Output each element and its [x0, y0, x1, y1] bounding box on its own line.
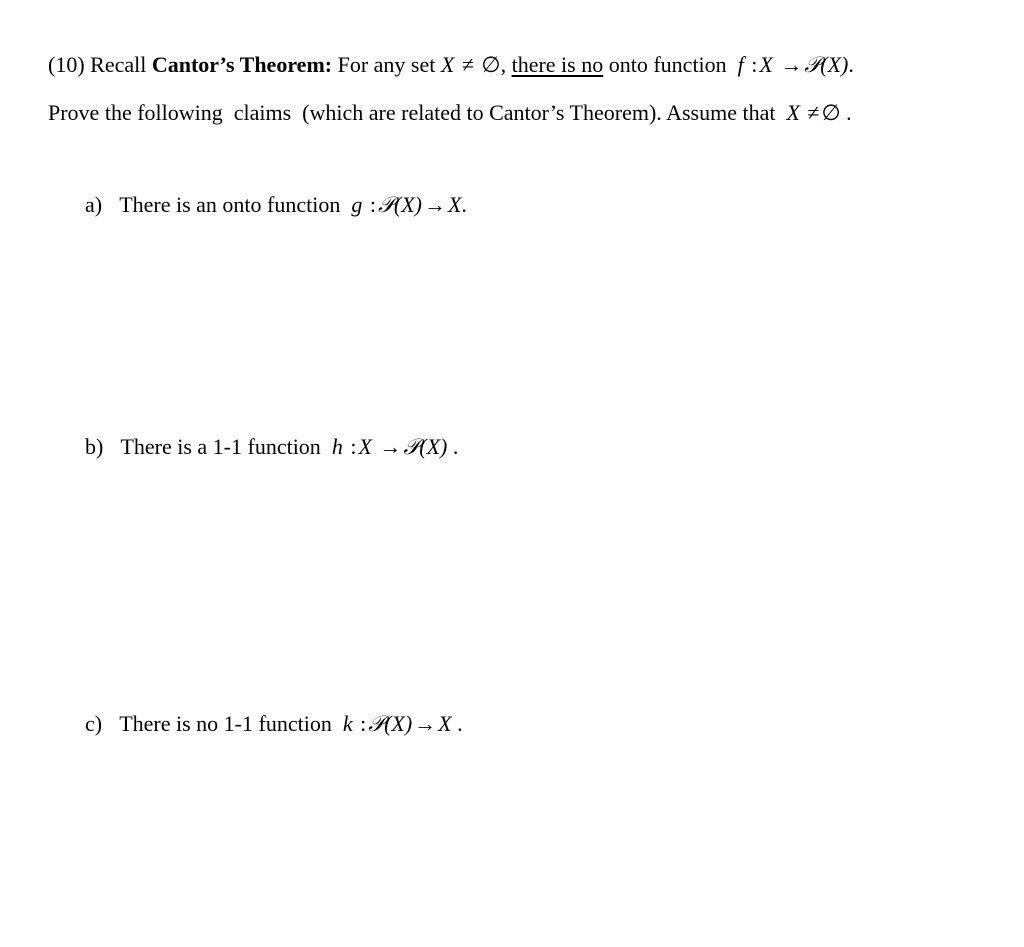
intro-neq-symbol: ≠ — [461, 52, 474, 77]
prove-instruction-line — [48, 99, 852, 127]
prove-neq-symbol: ≠ — [807, 100, 820, 125]
recall-word: Recall — [90, 52, 147, 77]
intro-set-var: X — [440, 52, 455, 77]
intro-power-set-arg: (X) — [820, 52, 849, 77]
part-c-codomain: X — [438, 711, 452, 736]
intro-func-name: f — [737, 52, 744, 77]
part-c-end: . — [457, 711, 463, 736]
part-b-text: There is a 1-1 function — [120, 434, 321, 459]
underlined-phrase: there is no — [511, 52, 604, 77]
intro-text-before: For any set — [337, 52, 436, 77]
prove-set-var: X — [786, 100, 800, 125]
part-c-text: There is no 1-1 function — [119, 711, 332, 736]
part-a-power-set-symbol: 𝒫 — [378, 193, 394, 218]
part-a-codomain: X — [447, 192, 462, 217]
prove-text: Prove the following claims (which are related to Cantor’s Theorem). Assume that — [48, 100, 776, 125]
intro-text-after: onto function — [608, 52, 727, 77]
part-c-power-set-arg: (X) — [384, 711, 413, 736]
intro-arrow: → — [780, 52, 803, 77]
intro-domain: X — [759, 52, 773, 77]
part-b-label: b) — [85, 434, 104, 459]
part-b-domain: X — [358, 434, 372, 459]
part-b-power-set-symbol: 𝒫 — [403, 435, 420, 460]
prove-empty-set: ∅ — [821, 100, 841, 125]
part-c-label: c) — [85, 711, 103, 736]
intro-power-set-symbol: 𝒫 — [804, 53, 821, 78]
theorem-colon: : — [324, 52, 333, 77]
part-a-end: . — [461, 192, 467, 217]
part-c-func: k — [342, 711, 353, 736]
part-c-claim — [85, 710, 463, 739]
prove-end: . — [846, 100, 852, 125]
part-c-arrow: → — [414, 711, 437, 736]
problem-number: (10) — [48, 52, 85, 77]
part-c-power-set-symbol: 𝒫 — [368, 712, 385, 737]
problem-statement-line — [48, 51, 854, 80]
part-a-power-set-arg: (X) — [393, 192, 422, 217]
intro-comma: , — [500, 52, 507, 77]
part-a-func: g — [351, 192, 363, 217]
part-b-claim — [85, 433, 458, 462]
part-c-colon: : — [360, 711, 367, 736]
part-b-arrow: → — [379, 434, 402, 459]
part-a-claim — [85, 191, 467, 220]
part-a-label: a) — [85, 192, 103, 217]
intro-func-colon: : — [751, 52, 758, 77]
part-a-text: There is an onto function — [119, 192, 341, 217]
part-a-colon: : — [369, 192, 376, 217]
intro-end: . — [848, 52, 854, 77]
part-b-end: . — [452, 434, 459, 459]
intro-empty-set: ∅ — [481, 52, 501, 77]
part-b-colon: : — [350, 434, 357, 459]
theorem-name: Cantor’s Theorem — [151, 52, 325, 77]
part-b-power-set-arg: (X) — [419, 434, 448, 459]
part-b-func: h — [331, 434, 343, 459]
part-a-arrow: → — [423, 192, 446, 217]
